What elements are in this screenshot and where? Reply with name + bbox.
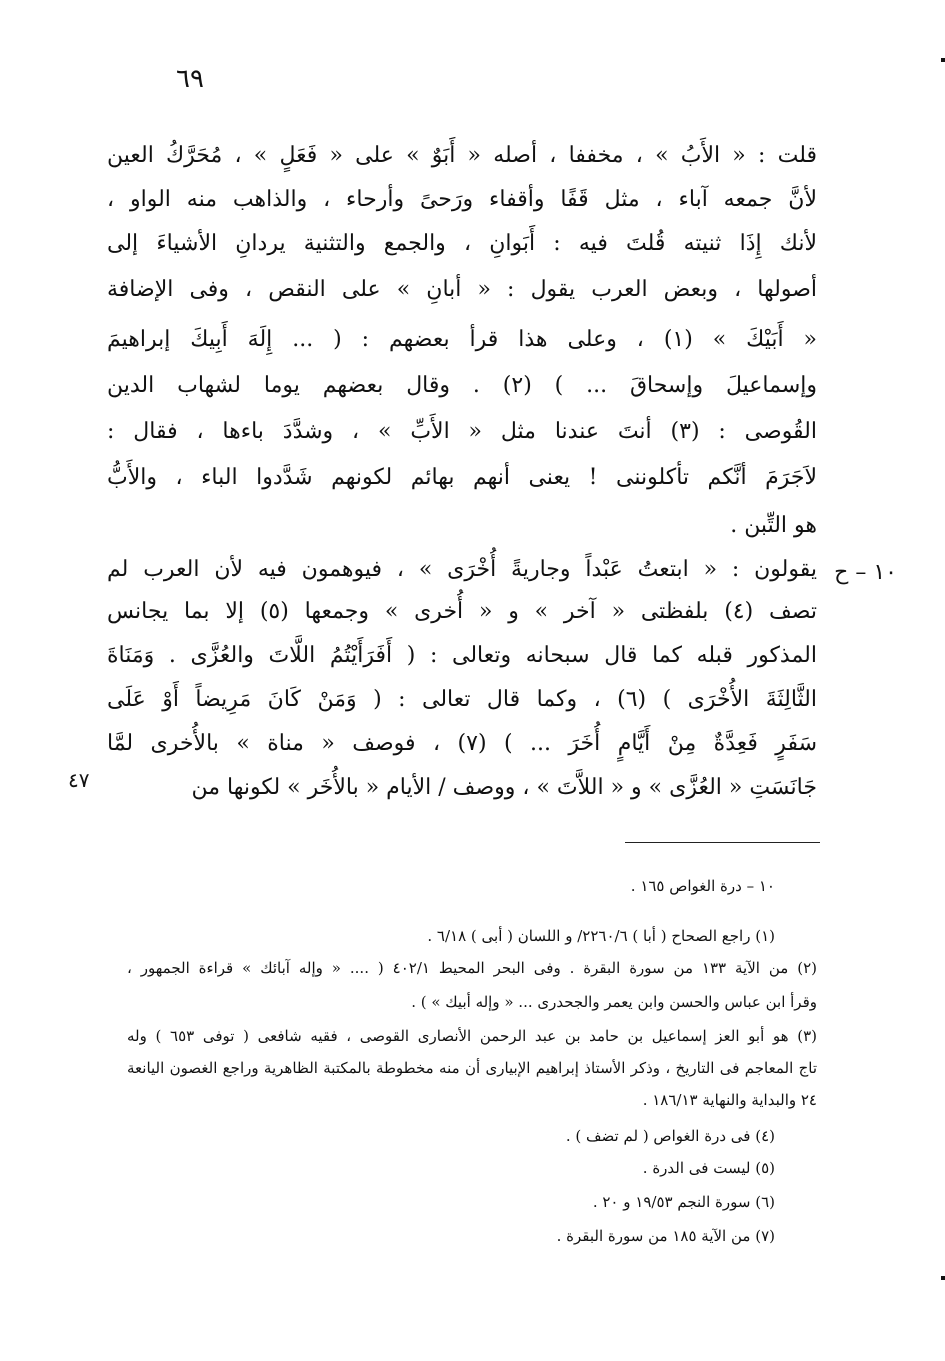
footnote-line: (٥) ليست فى الدرة . (642, 1159, 775, 1177)
text-line: الثَّالِثَةَ الأُخْرَى ) (٦) ، وكما قال تعالى : ( وَمَنْ كَانَ مَرِيضاً أَوْ عَلَى (107, 687, 817, 712)
text-line: وإسماعيلَ وإسحاقَ ... ) (٢) . وقال بعضهم يوما لشهاب الدين (107, 373, 817, 398)
text-line: يقولون : « ابتعتُ عَبْداً وجاريةً أُخْرَى » ، فيوهمون فيه لأن العرب لم (107, 557, 817, 582)
footnote-line: تاج المعاجم فى التاريخ ، وذكر الأستاذ إبراهيم الإبيارى أن منه مخطوطة بالمكتبة الظاهرية وراجع الغصون اليانعة (127, 1059, 817, 1077)
footnote-line: (٣) هو أبو العز إسماعيل بن حامد بن عبد الرحمن الأنصارى القوصى ، فقيه شافعى ( توفى ٦٥٣ ) وله (127, 1027, 818, 1045)
text-line: سَفَرٍ فَعِدَّةٌ مِنْ أَيَّامٍ أُخَرَ ... ) (٧) ، فوصف « مناة » بالأُخرى لمَّا (107, 731, 818, 756)
text-line: جَانَسَتِ « العُزَّى » و « اللاَّتَ » ، ووصف / الأيام « بالأُخَر » لكونها من (191, 775, 817, 800)
footnote-line: (٢) من الآية ١٣٣ من سورة البقرة . وفى البحر المحيط ٤٠٢/١ ( .... « وإله آبائك » قراءة الجمهور ، (127, 959, 817, 977)
text-line: هو التِّبن . (730, 513, 817, 538)
text-line: المذكور قبله كما قال سبحانه وتعالى : ( أَفَرَأَيْتُمُ اللَّاتَ والعُزَّى . وَمَنَاةَ (107, 643, 817, 668)
footnote-separator (625, 842, 820, 843)
footnote-line: (٦) سورة النجم ١٩/٥٣ و ٢٠ . (592, 1193, 775, 1211)
footnote-line: (٤) فى درة الغواص ( لم تضف ) . (565, 1127, 775, 1145)
text-line: « أَبَيْكَ » (١) ، وعلى هذا قرأ بعضهم : ( ... إِلَهَ أَبِيكَ إبراهيمَ (107, 327, 817, 352)
text-line: لأنك إِذَا ثنيته قُلتَ فيه : أَبَوانِ ، والجمع والتثنية يردانِ الأشياءَ إلى (107, 231, 817, 256)
footnote-line: (١) راجع الصحاح ( أبا ) ٢٢٦٠/٦/ و اللسان ( أبى ) ٦/١٨ . (427, 927, 775, 945)
text-line: القُوصى : (٣) أنتَ عندنا مثل « الأَبِّ » ، وشدَّدَ باءها ، فقال : (107, 419, 818, 444)
text-line: لاَجَرَمَ أنَّكم تأكلوننى ! يعنى أنهم بهائم لكونهم شَدَّدوا الباء ، والأَبُّ (107, 465, 817, 490)
entry-marker: ١٠ – ح (834, 560, 897, 585)
text-line: أصولها ، وبعض العرب يقول : « أبانِ » على النقص ، وفى الإضافة (107, 277, 817, 302)
text-line: قلت : « الأَبُ » ، مخففا ، أصله « أَبَوٌ » على « فَعَلٍ » ، مُحَرَّكُ العين (107, 143, 817, 168)
footnote-line: ١٠ – درة الغواص ١٦٥ . (630, 877, 775, 895)
scan-mark (941, 1276, 945, 1280)
margin-page-number: ٤٧ (68, 768, 90, 792)
footnote-line: (٧) من الآية ١٨٥ من سورة البقرة . (556, 1227, 775, 1245)
footnote-line: وقرأ ابن عباس والحسن وابن يعمر والجحدرى ... « وإله أبيك » ) . (411, 993, 817, 1011)
text-line: لأنَّ جمعه آباء ، مثل قَفًا وأقفاء ورَحىً وأرحاء ، والذاهب منه الواو ، (107, 187, 817, 212)
footnote-line: ٢٤ والبداية والنهاية ١٨٦/١٣ . (642, 1091, 817, 1109)
page-number: ٦٩ (176, 64, 204, 94)
text-line: تصف (٤) بلفظتى « آخر » و « أُخرى » وجمعها (٥) إلا بما يجانس (107, 599, 817, 624)
scan-mark (941, 58, 945, 62)
